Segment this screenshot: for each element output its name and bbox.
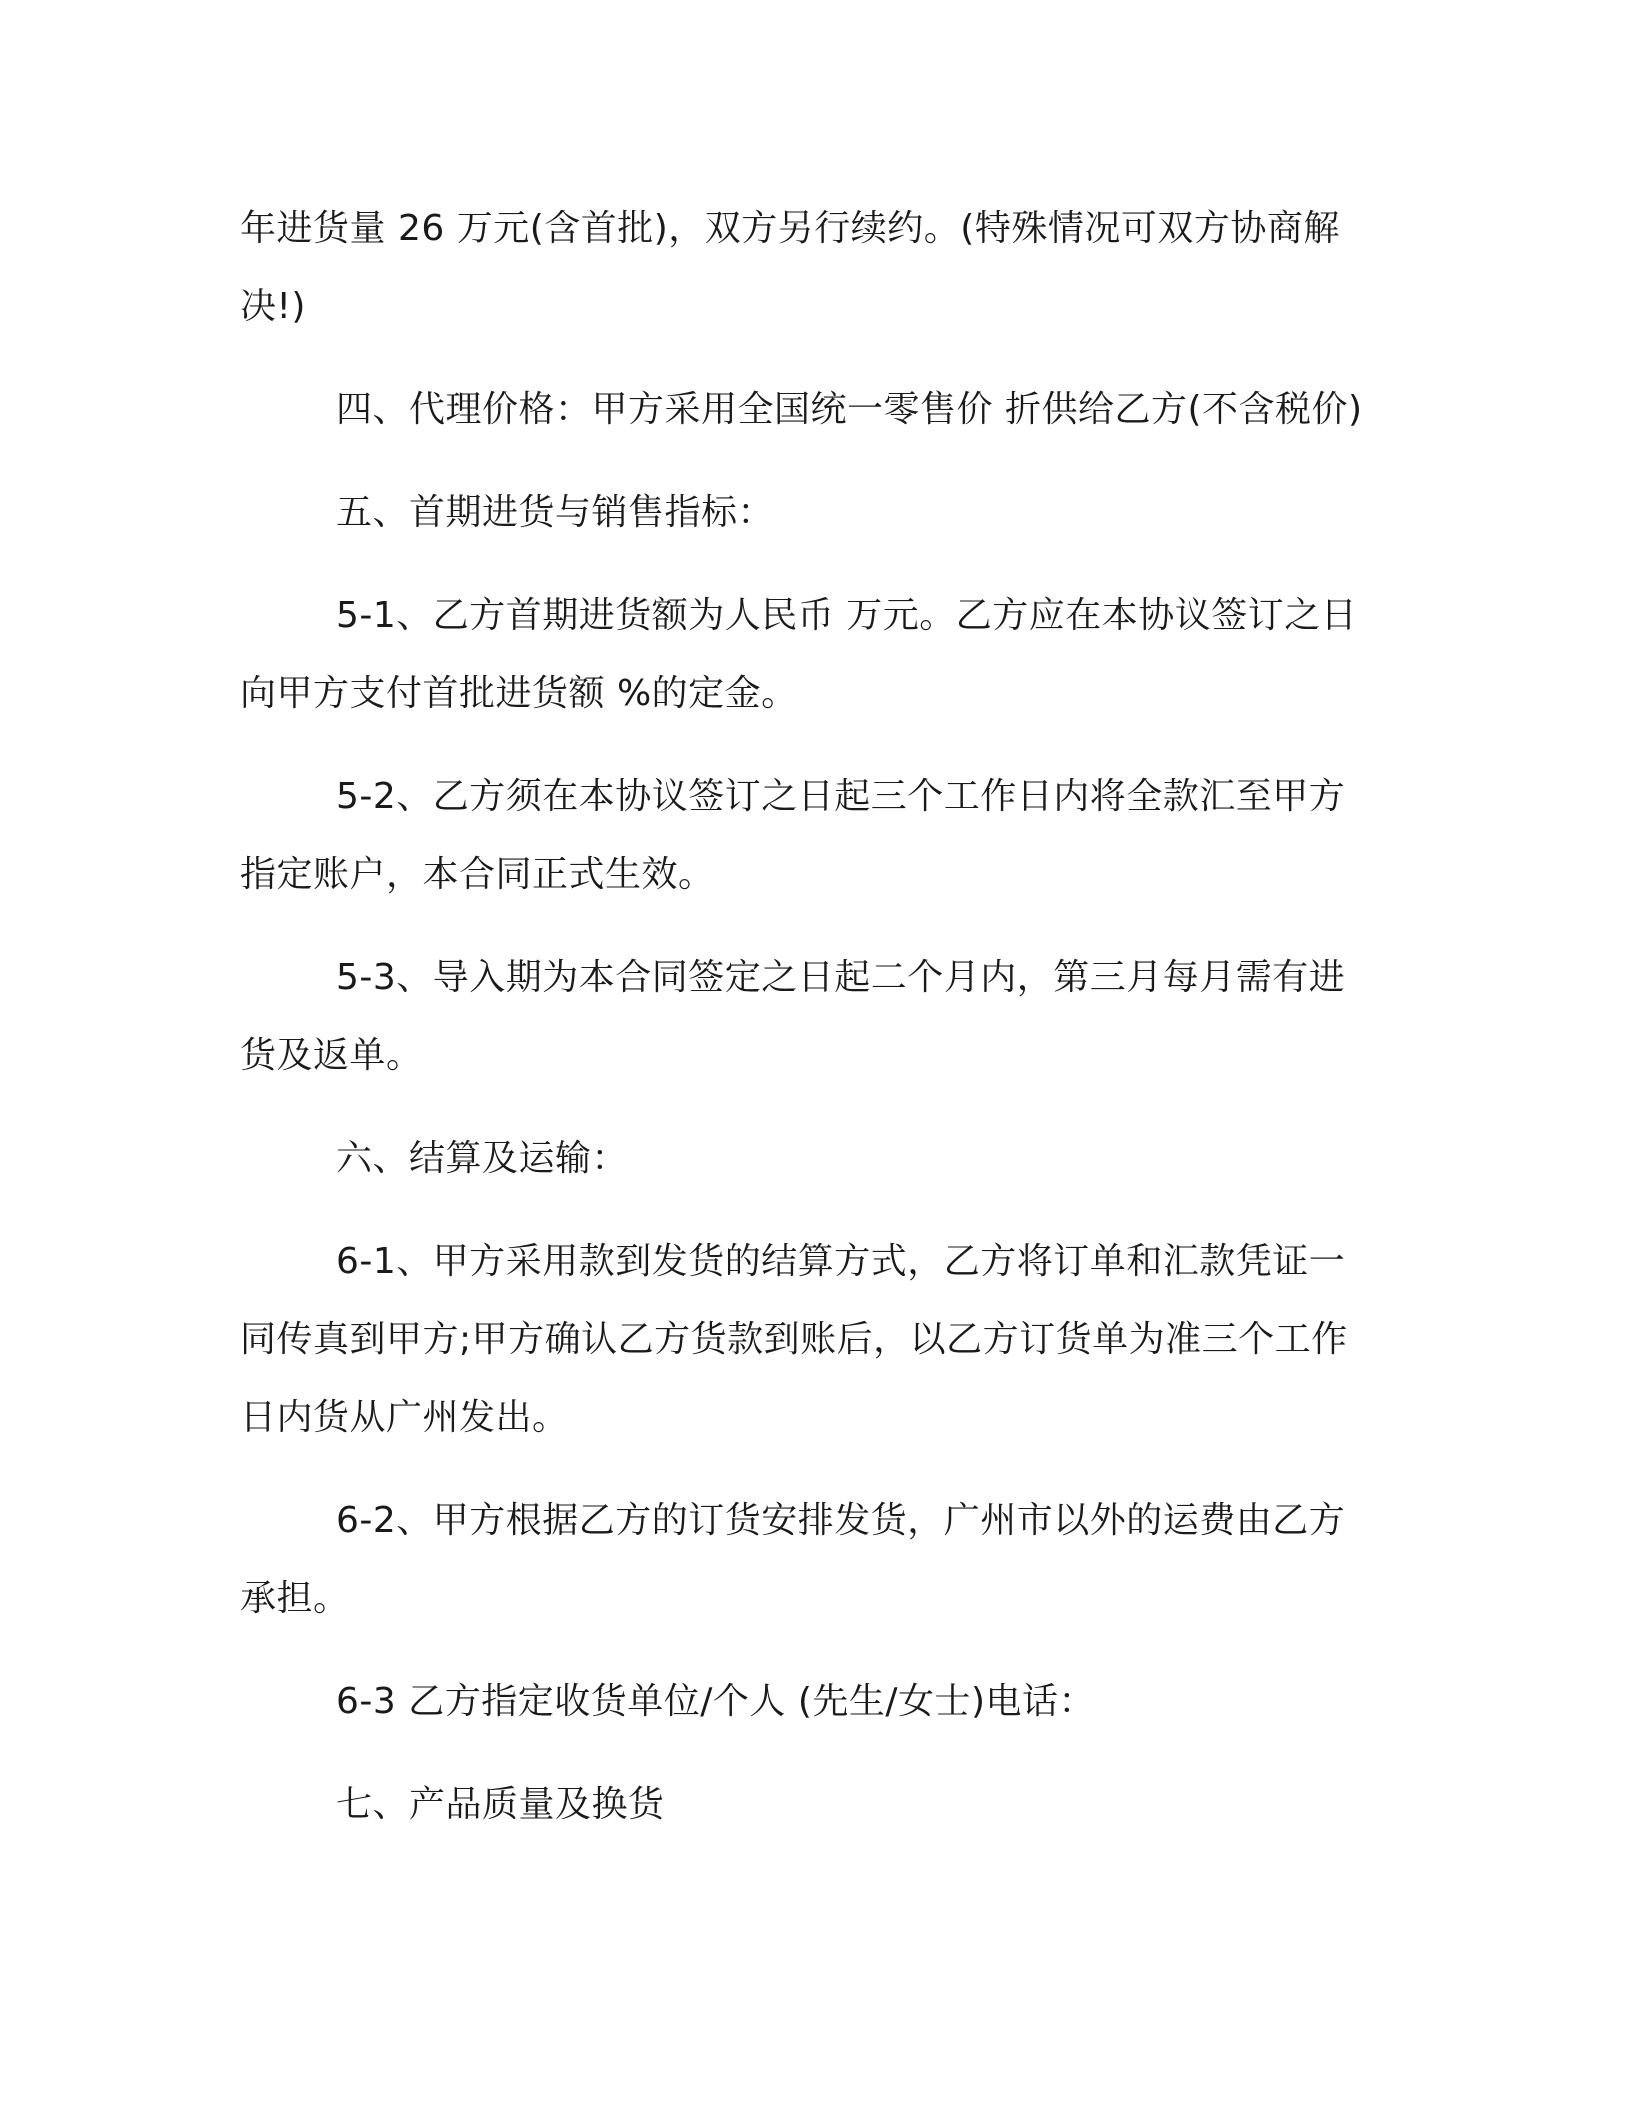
clause-5-1: 5-1、乙方首期进货额为人民币 万元。乙方应在本协议签订之日向甲方支付首批进货额 %的定金。 (240, 595, 1358, 714)
paragraph-annual-purchase: 年进货量 26 万元(含首批)，双方另行续约。(特殊情况可双方协商解决!) (240, 208, 1340, 327)
heading-initial-purchase: 五、首期进货与销售指标： (336, 492, 775, 533)
heading-quality-exchange: 七、产品质量及换货 (336, 1784, 665, 1825)
document-body (240, 190, 1380, 1844)
clause-5-3: 5-3、导入期为本合同签定之日起二个月内，第三月每月需有进货及返单。 (240, 957, 1346, 1076)
clause-6-2: 6-2、甲方根据乙方的订货安排发货，广州市以外的运费由乙方承担。 (240, 1500, 1346, 1619)
clause-6-1: 6-1、甲方采用款到发货的结算方式，乙方将订单和汇款凭证一同传真到甲方;甲方确认乙方货款到账后，以乙方订货单为准三个工作日内货从广州发出。 (240, 1241, 1348, 1438)
clause-6-3: 6-3 乙方指定收货单位/个人 (先生/女士)电话： (336, 1681, 1096, 1722)
clause-5-2: 5-2、乙方须在本协议签订之日起三个工作日内将全款汇至甲方指定账户，本合同正式生效。 (240, 776, 1346, 895)
heading-agency-price: 四、代理价格：甲方采用全国统一零售价 折供给乙方(不含税价) (336, 389, 1363, 430)
heading-settlement-shipping: 六、结算及运输： (336, 1138, 629, 1179)
